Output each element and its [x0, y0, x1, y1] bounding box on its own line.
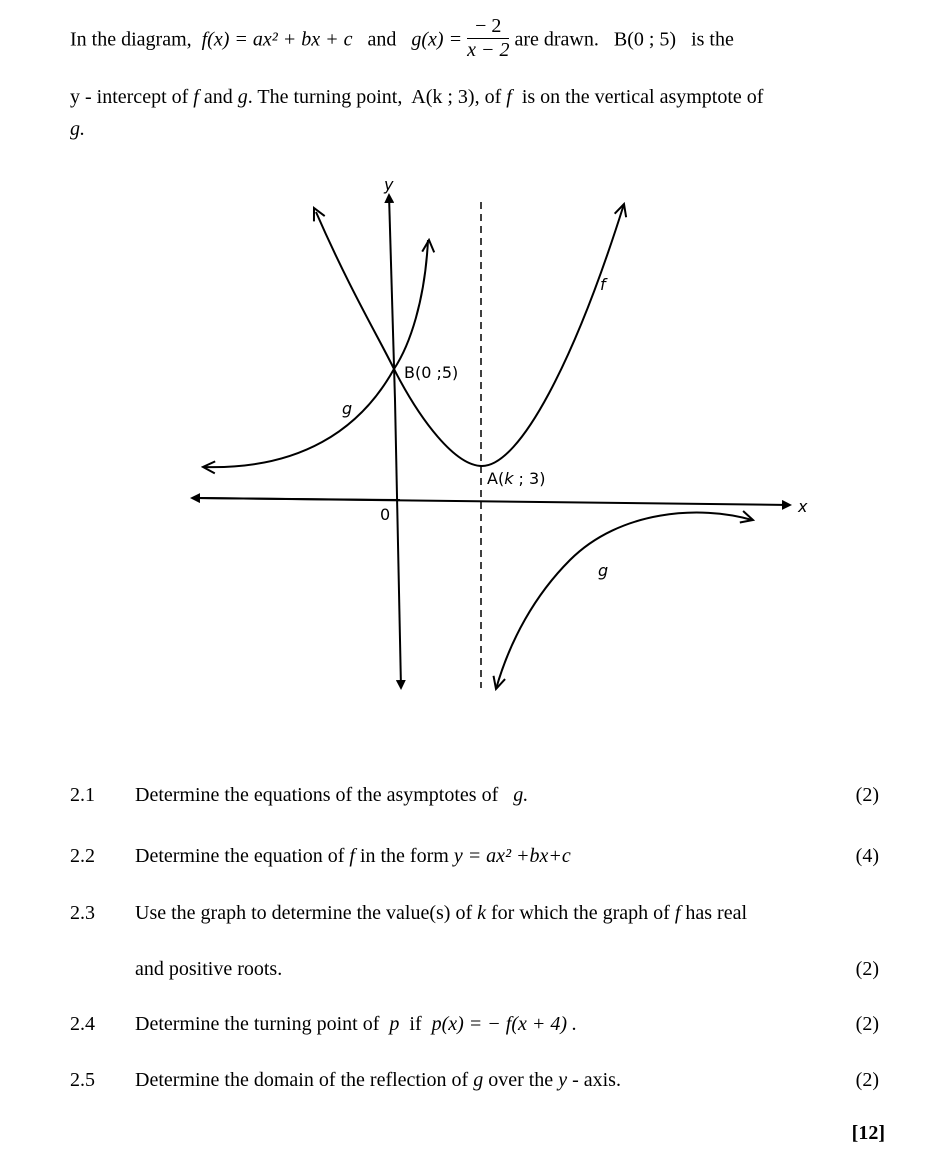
- point-b-label: B(0 ;5): [404, 363, 459, 382]
- question-marks: (2): [855, 1013, 879, 1035]
- origin-label: 0: [380, 505, 391, 524]
- intro-text-c: , of: [474, 86, 502, 108]
- question-text: [135, 784, 528, 807]
- total-marks: [12]: [851, 1122, 885, 1144]
- g-symbol: g: [237, 86, 248, 108]
- question-marks: (4): [855, 845, 879, 867]
- point-b: B(0 ; 5): [613, 28, 677, 51]
- question-marks: (2): [855, 958, 879, 980]
- curve-f: [316, 204, 624, 466]
- intro-prefix: In the diagram,: [70, 28, 192, 51]
- question-math: g.: [513, 784, 529, 806]
- question-math: g: [473, 1069, 484, 1091]
- intro-are-drawn: are drawn.: [514, 28, 599, 51]
- x-axis-label: x: [798, 497, 808, 516]
- question-marks: (2): [855, 1069, 879, 1091]
- question-number: 2.4: [70, 1013, 95, 1035]
- question-text-part: over the: [488, 1069, 554, 1091]
- question-text: [135, 845, 571, 868]
- intro-and: and: [367, 28, 397, 51]
- question-math: p: [389, 1013, 400, 1035]
- question-text-part: Determine the domain of the reflection of: [135, 1069, 469, 1091]
- question-text-part: in the form: [359, 845, 449, 867]
- intro-line-3: g.: [70, 118, 85, 140]
- question-text: [135, 902, 747, 925]
- question-text-part: Determine the equations of the asymptotes of: [135, 784, 499, 806]
- g-left-label: g: [342, 399, 353, 418]
- question-text-part: Determine the turning point of: [135, 1013, 380, 1035]
- g-lhs: g(x) =: [411, 28, 463, 51]
- y-axis: [389, 195, 401, 688]
- intro-text-d: is on the vertical asymptote of: [521, 86, 764, 108]
- question-text: [135, 1069, 621, 1092]
- question-text-part: for which the graph of: [491, 902, 670, 924]
- intro-suffix: is the: [691, 28, 734, 51]
- g-right-label: g: [598, 561, 609, 580]
- question-number: 2.1: [70, 784, 95, 806]
- question-number: 2.3: [70, 902, 95, 924]
- intro-and-2: and: [203, 86, 233, 108]
- curve-g-right-branch: [496, 513, 752, 689]
- question-number: 2.2: [70, 845, 95, 867]
- g-denominator: x − 2: [467, 39, 510, 61]
- question-text-part: - axis.: [572, 1069, 621, 1091]
- f-definition: f(x) = ax² + bx + c: [201, 28, 353, 51]
- question-math: y = ax² +bx+c: [453, 845, 571, 867]
- question-text: [135, 1013, 577, 1036]
- intro-text-b: . The turning point,: [247, 86, 403, 108]
- question-continuation: and positive roots.: [135, 958, 283, 980]
- question-math: k: [477, 902, 486, 924]
- question-math: f: [674, 902, 681, 924]
- question-text-part: if: [409, 1013, 422, 1035]
- g-numerator: − 2: [467, 15, 509, 39]
- question-text-part: has real: [685, 902, 748, 924]
- question-math: f: [349, 845, 355, 867]
- intro-text-a: y - intercept of: [70, 86, 189, 108]
- point-a-label: A(k ; 3): [487, 469, 546, 488]
- question-text-part: Determine the equation of: [135, 845, 345, 867]
- question-math: y: [558, 1069, 568, 1091]
- point-a: A(k ; 3): [411, 86, 475, 108]
- x-axis: [192, 498, 790, 505]
- f-symbol-2: f: [506, 86, 512, 108]
- question-number: 2.5: [70, 1069, 95, 1091]
- f-curve-label: f: [600, 275, 606, 294]
- question-math: p(x) = − f(x + 4) .: [431, 1013, 578, 1035]
- question-text-part: Use the graph to determine the value(s) of: [135, 902, 473, 924]
- f-symbol: f: [193, 86, 199, 108]
- question-marks: (2): [855, 784, 879, 806]
- y-axis-label: y: [384, 175, 394, 194]
